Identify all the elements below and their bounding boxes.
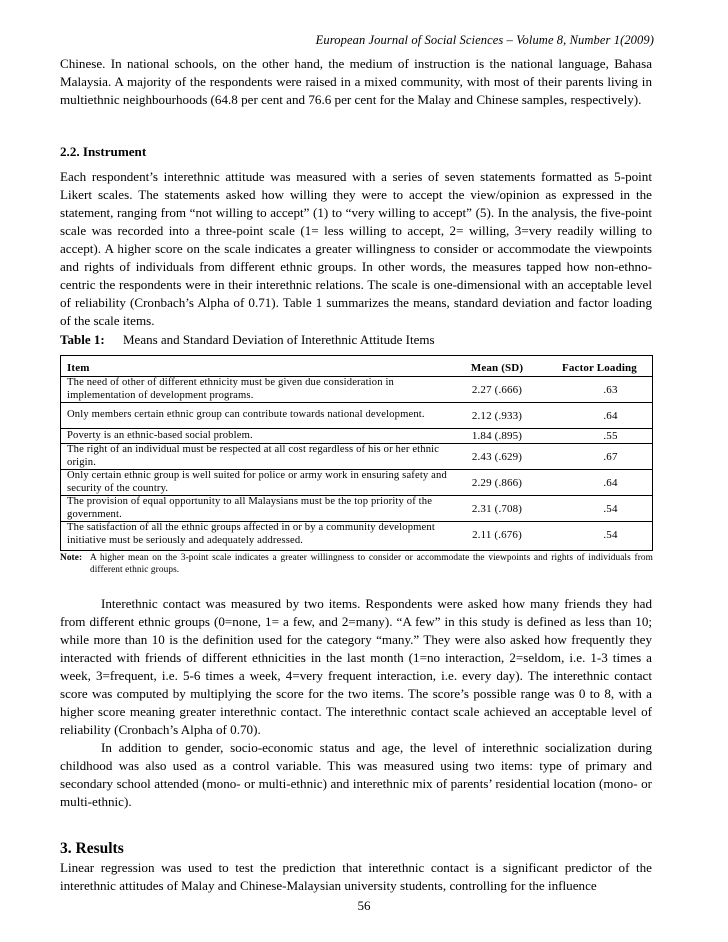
table-header-row xyxy=(61,360,652,377)
header-mean: Mean (SD) xyxy=(447,360,547,377)
item-text: The satisfaction of all the ethnic groups affected in or by a community development initiative must be seriously and adequately addressed. xyxy=(61,522,447,548)
page-number: 56 xyxy=(357,898,371,913)
item-mean: 2.11 (.676) xyxy=(447,522,547,548)
table-row xyxy=(61,403,652,429)
controls-text: In addition to gender, socio-economic status and age, the level of interethnic socialization during childhood was also used as a control variable. This was measured using two items: type of primary and secondary school attended (mono- or multi-ethnic) and interethnic mix of parents’ residential location (mono- or multi-ethnic). xyxy=(60,740,652,809)
item-loading: .67 xyxy=(547,444,652,470)
item-loading: .64 xyxy=(547,403,652,429)
item-mean: 2.31 (.708) xyxy=(447,496,547,522)
header-item: Item xyxy=(61,360,447,377)
running-head: European Journal of Social Sciences – Volume 8, Number 1(2009) xyxy=(315,33,654,47)
table-label: Table 1: xyxy=(60,332,105,347)
table-row xyxy=(61,377,652,403)
contact-text: Interethnic contact was measured by two items. Respondents were asked how many friends they had from different ethnic groups (0=none, 1= a few, and 2=many). “A few” in this study is defined as less than 10; while more than 10 is the definition used for the category “many.” They were also asked how frequently they interacted with friends of different ethnicities in the last month (1=no interaction, 2=seldom, i.e. 1-3 times a week, 3=frequent, i.e. 5-6 times a week, 4=very frequent interaction, i.e. every day). The interethnic contact score was computed by multiplying the score for the two items. The score’s possible range was 0 to 8, with a higher score meaning greater interethnic contact. The interethnic contact scale achieved an acceptable level of reliability (Cronbach’s Alpha of 0.70). xyxy=(60,596,652,737)
attitude-items-table xyxy=(60,355,653,551)
header-factor-loading: Factor Loading xyxy=(547,360,652,377)
item-mean: 2.12 (.933) xyxy=(447,403,547,429)
item-loading: .55 xyxy=(547,429,652,444)
intro-paragraph xyxy=(60,55,652,109)
table-row xyxy=(61,429,652,444)
item-loading: .54 xyxy=(547,522,652,548)
controls-paragraph xyxy=(60,739,652,811)
intro-text: Chinese. In national schools, on the other hand, the medium of instruction is the national language, Bahasa Malaysia. A majority of the respondents were raised in a mixed community, with most of their parents living in multiethnic neighbourhoods (64.8 per cent and 76.6 per cent for the Malay and Chinese samples, respectively). xyxy=(60,56,652,107)
table-title: Means and Standard Deviation of Interethnic Attitude Items xyxy=(123,332,435,347)
note-text: A higher mean on the 3-point scale indicates a greater willingness to consider or accommodate the viewpoints and rights of individuals from different ethnic groups. xyxy=(90,553,653,575)
item-loading: .54 xyxy=(547,496,652,522)
table-row xyxy=(61,522,652,548)
note-label: Note: xyxy=(60,553,83,563)
item-mean: 1.84 (.895) xyxy=(447,429,547,444)
item-text: Poverty is an ethnic-based social problem. xyxy=(61,429,447,444)
table-row xyxy=(61,444,652,470)
instrument-heading: 2.2. Instrument xyxy=(60,144,147,159)
item-text: Only certain ethnic group is well suited for police or army work in ensuring safety and security of the country. xyxy=(61,470,447,496)
table-note xyxy=(60,552,653,576)
item-mean: 2.27 (.666) xyxy=(471,383,523,396)
instrument-section xyxy=(60,143,652,330)
contact-paragraph xyxy=(60,595,652,739)
item-text: The need of other of different ethnicity must be given due consideration in implementation of development programs. xyxy=(67,377,395,401)
item-loading: .63 xyxy=(603,383,618,396)
item-text: The right of an individual must be respected at all cost regardless of his or her ethnic origin. xyxy=(61,444,447,470)
item-mean: 2.43 (.629) xyxy=(447,444,547,470)
table-row xyxy=(61,496,652,522)
results-section xyxy=(60,840,652,895)
results-heading: 3. Results xyxy=(60,840,124,857)
instrument-body: Each respondent’s interethnic attitude was measured with a series of seven statements formatted as 5-point Likert scales. The statements asked how willing they were to accept the view/opinion as expressed in the statement, ranging from “not willing to accept” (1) to “very willing to accept” (5). In the analysis, the five-point scale was recorded into a three-point scale (1= less willing to accept, 2= willing, 3=very readily willing to accept). A higher score on the scale indicates a greater willingness to consider or accommodate the viewpoints and rights of individuals from different ethnic groups. In other words, the measures tapped how non-ethno-centric the respondents were in their interethnic relations. The scale is one-dimensional with an acceptable level of reliability (Cronbach’s Alpha of 0.71). Table 1 summarizes the means, standard deviation and factor loading of the scale items. xyxy=(60,169,652,328)
items-table xyxy=(61,360,652,547)
item-text: Only members certain ethnic group can contribute towards national development. xyxy=(61,403,447,429)
item-mean: 2.29 (.866) xyxy=(447,470,547,496)
table-caption xyxy=(60,331,652,349)
item-loading: .64 xyxy=(547,470,652,496)
table-row xyxy=(61,470,652,496)
item-text: The provision of equal opportunity to all Malaysians must be the top priority of the government. xyxy=(61,496,447,522)
results-body: Linear regression was used to test the prediction that interethnic contact is a significant predictor of the interethnic attitudes of Malay and Chinese-Malaysian university students, controlling for the influence xyxy=(60,860,652,893)
